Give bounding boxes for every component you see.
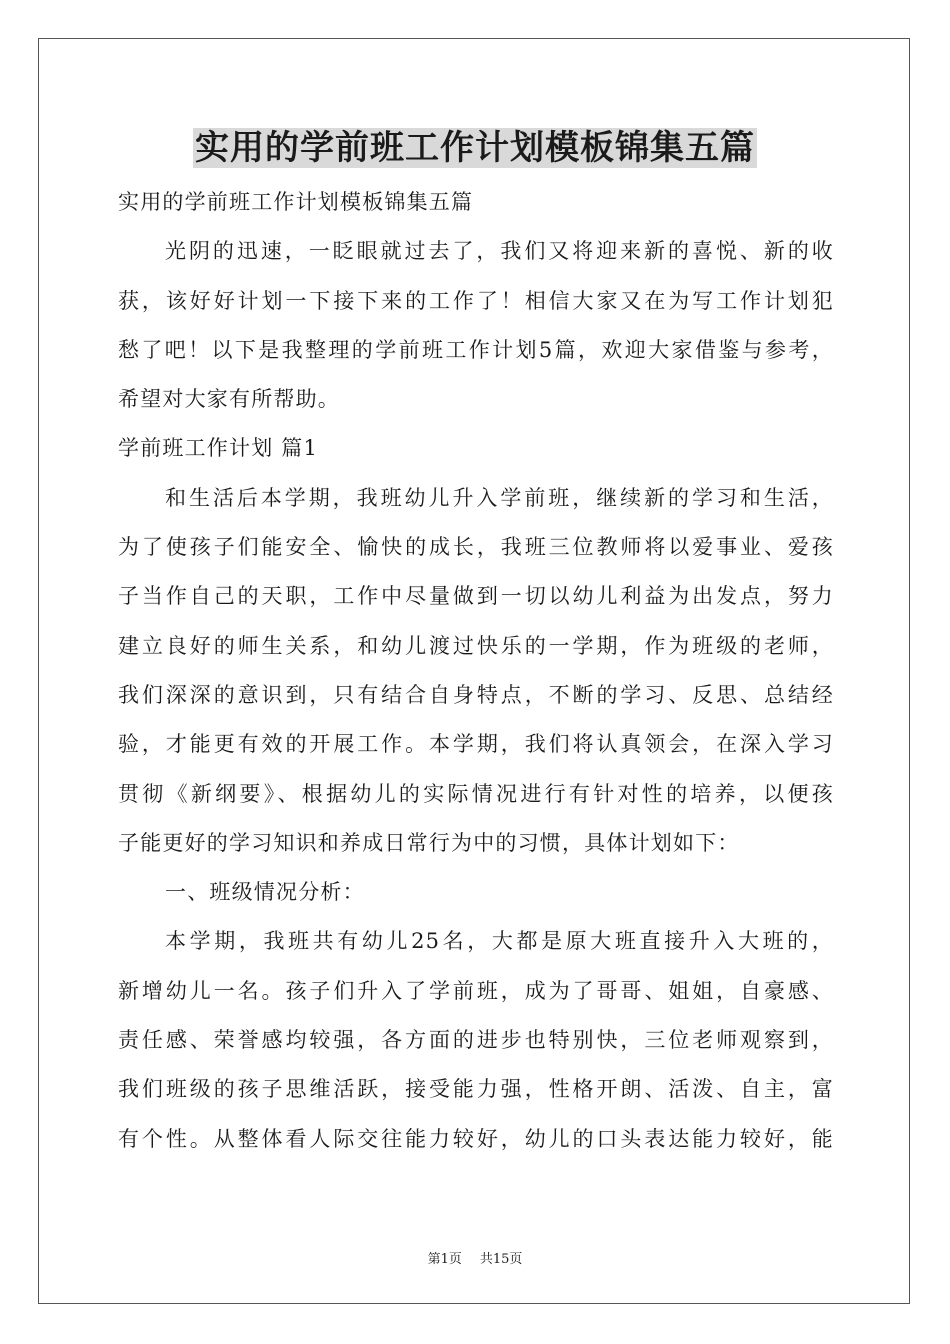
text-line: 有个性。从整体看人际交往能力较好，幼儿的口头表达能力较好，能 [118,1126,834,1151]
text-line: 新增幼儿一名。孩子们升入了学前班，成为了哥哥、姐姐，自豪感、 [118,978,834,1003]
text-line: 验，才能更有效的开展工作。本学期，我们将认真领会，在深入学习 [118,732,834,757]
text-line: 建立良好的师生关系，和幼儿渡过快乐的一学期，作为班级的老师， [118,633,834,658]
text-line: 学前班工作计划 篇1 [118,436,319,461]
page-footer [0,1248,950,1267]
text-line: 子能更好的学习知识和养成日常行为中的习惯，具体计划如下： [118,830,740,855]
text-line: 贯彻《新纲要》、根据幼儿的实际情况进行有针对性的培养，以便孩 [118,781,834,806]
text-line: 子当作自己的天职，工作中尽量做到一切以幼儿利益为出发点，努力 [118,584,834,609]
text-line: 我们深深的意识到，只有结合自身特点，不断的学习、反思、总结经 [118,682,834,707]
text-line: 本学期，我班共有幼儿25名，大都是原大班直接升入大班的， [165,929,834,954]
text-line: 责任感、荣誉感均较强，各方面的进步也特别快，三位老师观察到， [118,1028,834,1053]
document-title [0,124,950,172]
text-line: 实用的学前班工作计划模板锦集五篇 [118,190,474,214]
text-line: 希望对大家有所帮助。 [118,387,340,412]
text-line: 和生活后本学期，我班幼儿升入学前班，继续新的学习和生活， [165,485,834,510]
text-line: 光阴的迅速，一眨眼就过去了，我们又将迎来新的喜悦、新的收 [165,239,834,264]
page-number: 第1页 [427,1252,462,1267]
text-line: 一、班级情况分析： [165,880,365,905]
text-line: 愁了吧！以下是我整理的学前班工作计划5篇，欢迎大家借鉴与参考， [118,337,834,362]
text-line: 获，该好好计划一下接下来的工作了！相信大家又在为写工作计划犯 [118,288,834,313]
document-body [118,178,834,1164]
text-line: 我们班级的孩子思维活跃，接受能力强，性格开朗、活泼、自主，富 [118,1077,834,1102]
page-total: 共15页 [479,1252,523,1267]
text-line: 为了使孩子们能安全、愉快的成长，我班三位教师将以爱事业、爱孩 [118,535,834,560]
document-title-text: 实用的学前班工作计划模板锦集五篇 [195,128,755,168]
